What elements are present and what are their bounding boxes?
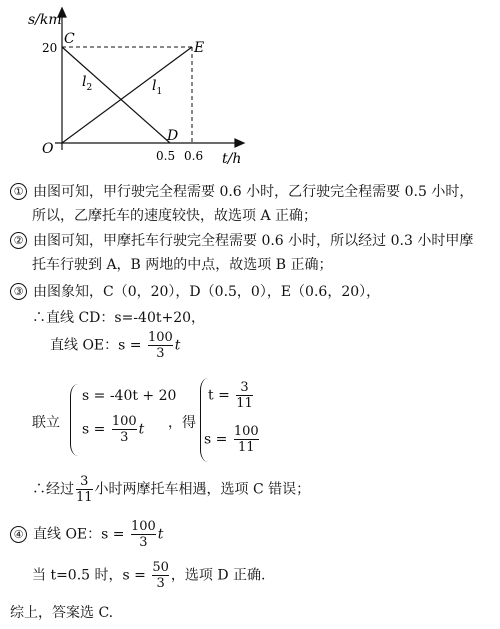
origin-label: O bbox=[42, 141, 54, 157]
line-l1-label: $l_1$ bbox=[152, 78, 163, 97]
x-axis-label: t/h bbox=[222, 151, 242, 167]
meeting-time-statement: ∴经过 $\frac{3}{11}$ 小时两摩托车相遇，选项 C 错误； bbox=[32, 474, 311, 505]
item1-number: ① bbox=[10, 183, 27, 200]
left-brace bbox=[70, 384, 79, 456]
y-axis-label: s/km bbox=[28, 12, 62, 28]
system-eq2: s = $\frac{100}{3}$ t bbox=[82, 414, 145, 445]
fraction: $\frac{3}{11}$ bbox=[76, 474, 93, 505]
line-oe-equation: 直线 OE：s = $\frac{100}{3}$ t bbox=[50, 330, 181, 361]
system-of-equations bbox=[70, 384, 180, 456]
y-tick-20: 20 bbox=[42, 41, 58, 55]
item2-line1: ② 由图可知，甲摩托车行驶完全程需要 0.6 小时，所以经过 0.3 小时甲摩 bbox=[10, 232, 473, 250]
result-t: t = $\frac{3}{11}$ bbox=[208, 380, 253, 411]
item2-line2: 托车行驶到 A，B 两地的中点，故选项 B 正确； bbox=[32, 257, 333, 273]
x-tick-0.5: 0.5 bbox=[156, 149, 176, 163]
item4-oe-equation: ④ 直线 OE：s = $\frac{100}{3}$ t bbox=[10, 519, 163, 550]
distance-time-graph bbox=[0, 0, 250, 168]
line-cd-equation: ∴直线 CD：s=-40t+20， bbox=[32, 310, 206, 326]
fraction: $\frac{100}{3}$ bbox=[147, 330, 173, 361]
system-eq1: s = -40t + 20 bbox=[82, 388, 177, 404]
point-d-label: D bbox=[167, 128, 179, 144]
conclusion: 综上，答案选 C. bbox=[10, 605, 114, 621]
item2-number: ② bbox=[10, 232, 27, 249]
line-l2-label: $l_2$ bbox=[82, 74, 93, 93]
result-s: s = $\frac{100}{11}$ bbox=[204, 424, 259, 455]
system-prefix: 联立 bbox=[32, 415, 60, 431]
item1-line1: ① 由图可知，甲行驶完全程需要 0.6 小时，乙行驶完全程需要 0.5 小时， bbox=[10, 183, 473, 201]
get-text: ，得 bbox=[168, 415, 196, 431]
item4-number: ④ bbox=[10, 526, 27, 543]
x-tick-0.6: 0.6 bbox=[184, 149, 204, 163]
point-e-label: E bbox=[194, 40, 205, 56]
x-axis-arrow bbox=[235, 139, 244, 147]
item4-evaluation: 当 t=0.5 时，s = $\frac{50}{3}$ ，选项 D 正确. bbox=[32, 560, 266, 591]
item3-line1: ③ 由图象知，C（0，20），D（0.5，0），E（0.6，20）， bbox=[10, 283, 380, 301]
item3-number: ③ bbox=[10, 283, 27, 300]
line-l2-cd bbox=[62, 47, 170, 143]
item1-line2: 所以，乙摩托车的速度较快，故选项 A 正确； bbox=[32, 208, 318, 224]
system-result bbox=[200, 378, 270, 462]
point-c-label: C bbox=[64, 31, 75, 47]
